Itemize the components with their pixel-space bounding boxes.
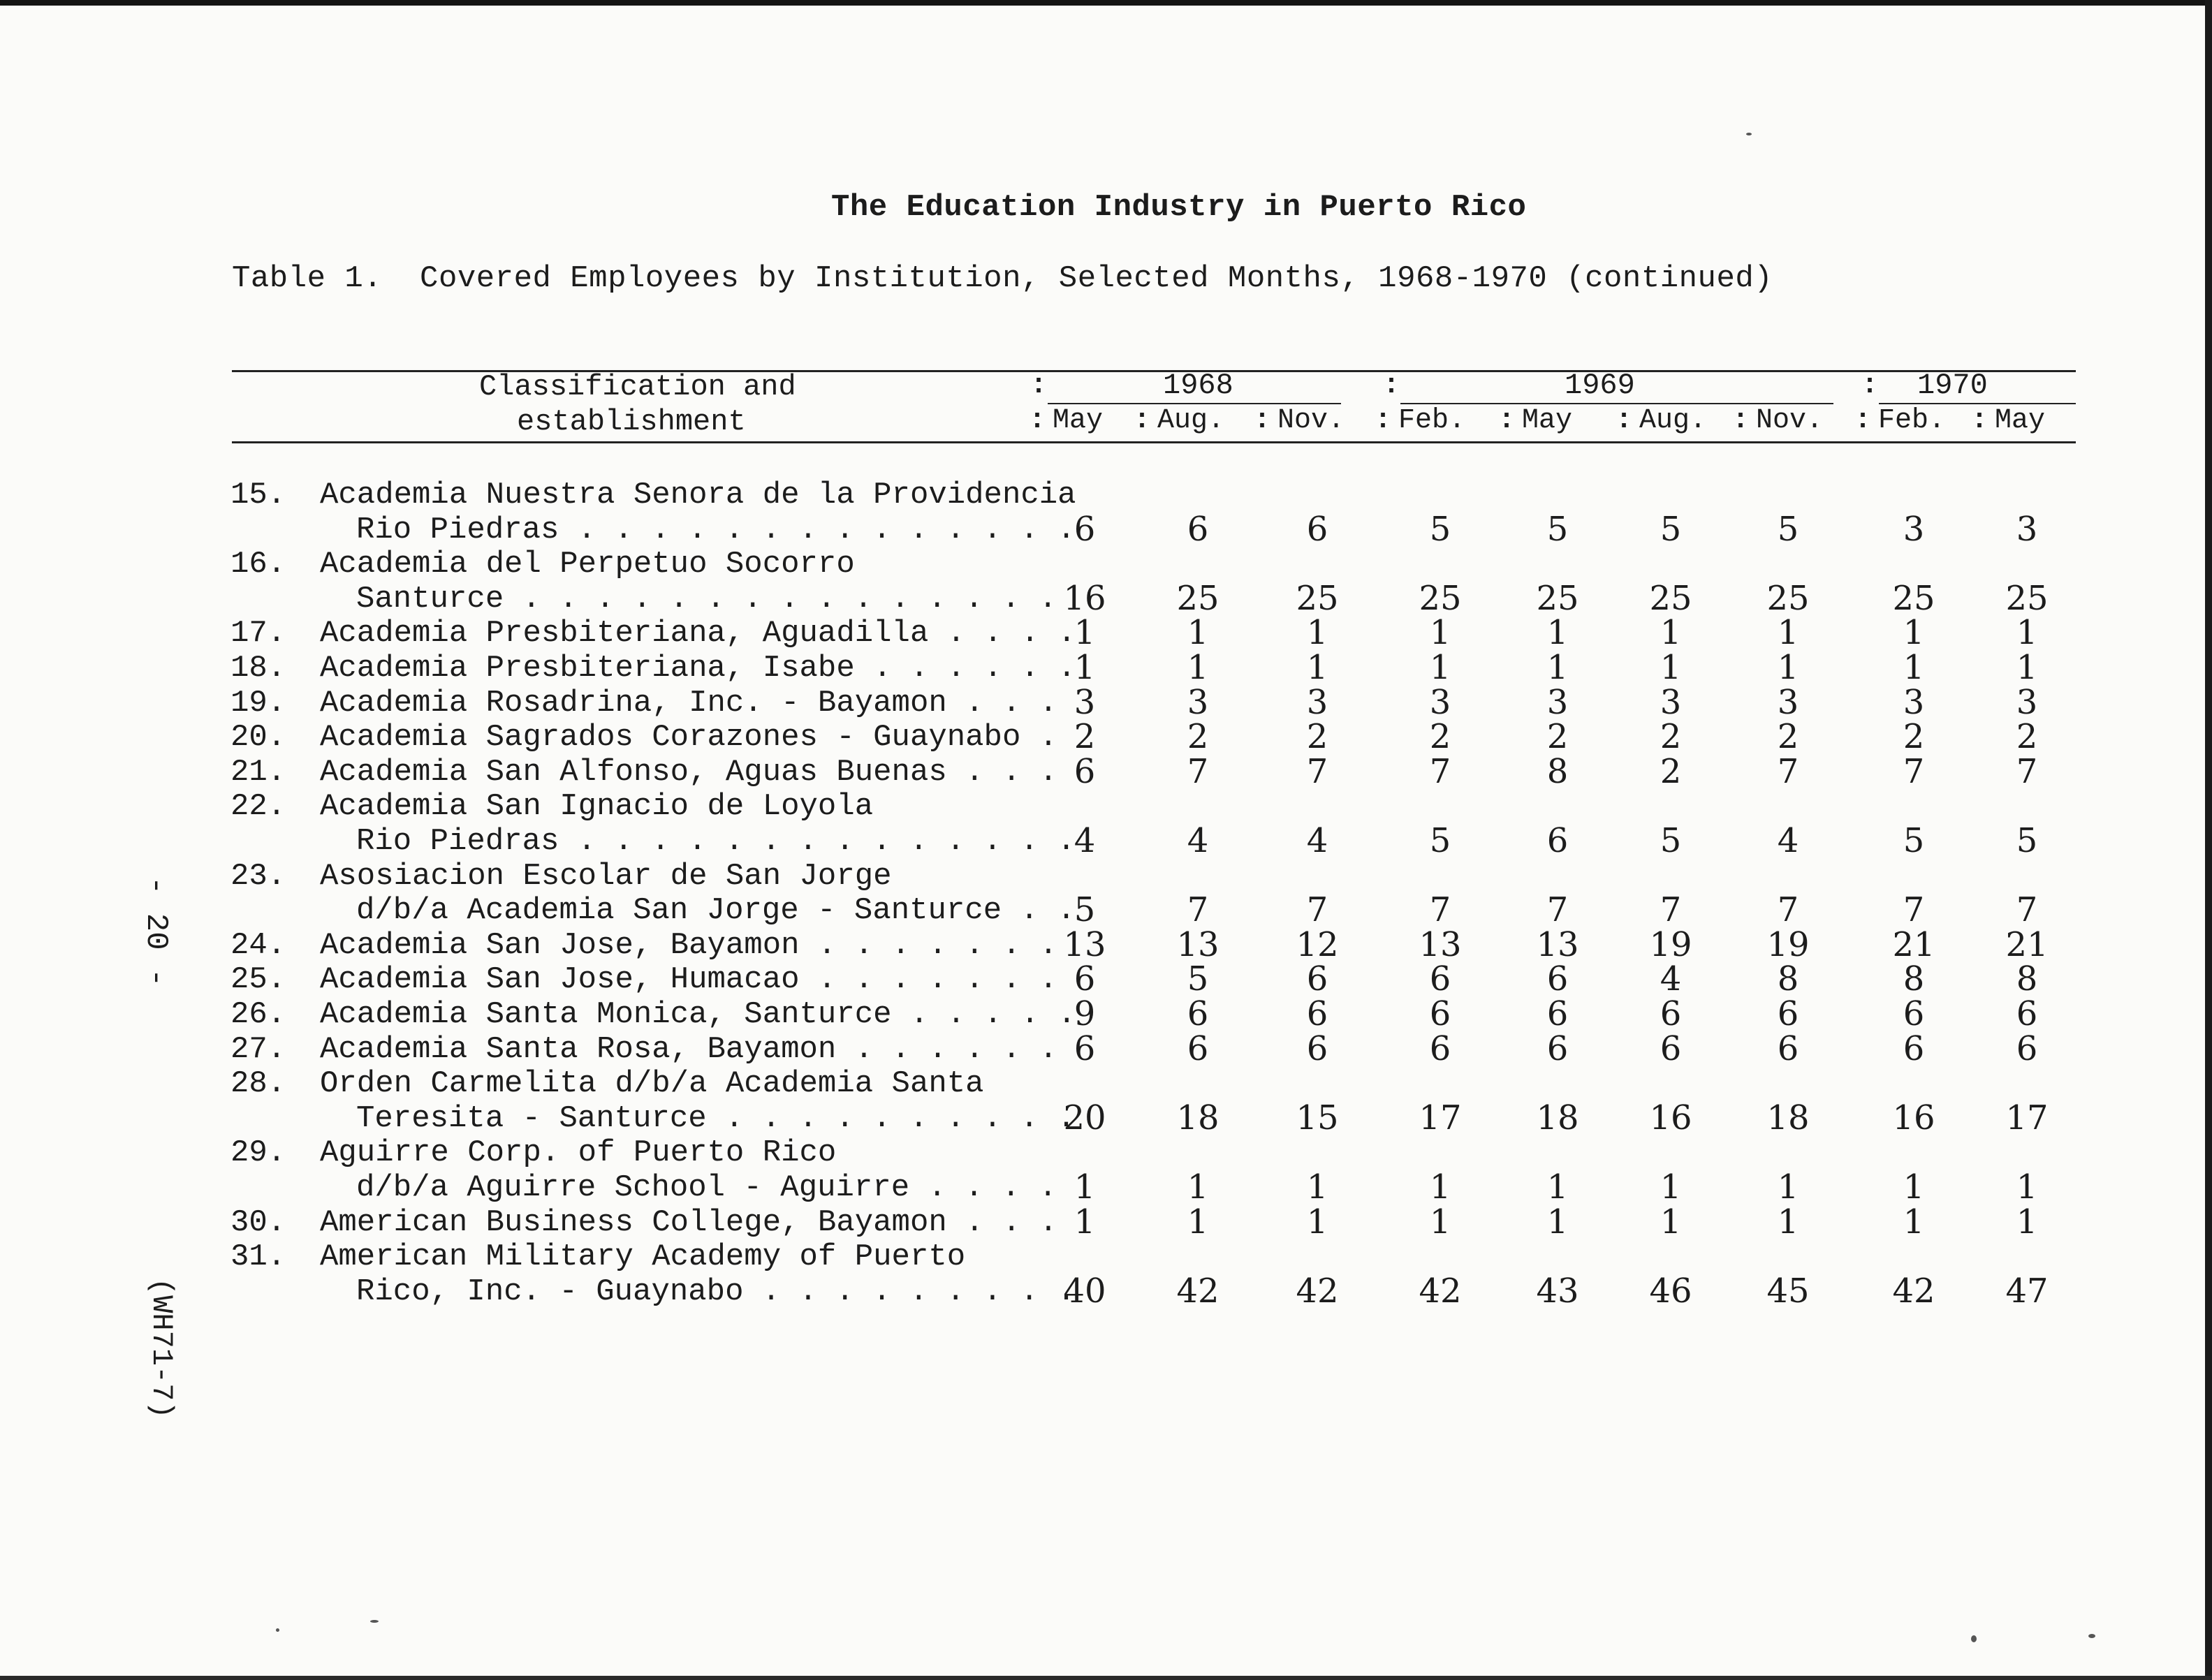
month-header-cell: Aug. <box>1639 405 1707 436</box>
employee-count-cell: 1 <box>1429 613 1451 653</box>
year-underline-1970 <box>1879 403 2076 404</box>
employee-count-cell: 1 <box>2016 1167 2038 1207</box>
row-number: 18. <box>230 651 286 686</box>
employee-count-cell: 1 <box>2016 648 2038 687</box>
employee-count-cell: 7 <box>2016 890 2038 930</box>
employee-count-cell: 7 <box>1903 890 1925 930</box>
employee-count-cell: 1 <box>1777 1167 1799 1207</box>
employee-count-cell: 1 <box>1074 1202 1096 1241</box>
employee-count-cell: 3 <box>1306 682 1328 722</box>
establishment-location: Rio Piedras . . . . . . . . . . . . . . <box>356 512 1076 547</box>
month-header-cell: Nov. <box>1756 405 1824 436</box>
employee-count-cell: 7 <box>1903 751 1925 791</box>
employee-count-cell: 42 <box>1892 1271 1935 1311</box>
employee-count-cell: 1 <box>1546 613 1569 653</box>
employee-count-cell: 43 <box>1536 1271 1579 1311</box>
employee-count-cell: 1 <box>1187 1202 1209 1241</box>
employee-count-cell: 13 <box>1176 924 1219 964</box>
row-number: 23. <box>230 858 286 894</box>
employee-count-cell: 13 <box>1419 924 1462 964</box>
month-header-cell: Feb. <box>1878 405 1946 436</box>
employee-count-cell: 42 <box>1419 1271 1462 1311</box>
employee-count-cell: 2 <box>1306 717 1328 757</box>
employee-count-cell: 42 <box>1296 1271 1339 1311</box>
employee-count-cell: 3 <box>1903 682 1925 722</box>
employee-count-cell: 6 <box>1429 994 1451 1033</box>
row-number: 20. <box>230 720 286 756</box>
employee-count-cell: 3 <box>1777 682 1799 722</box>
document-title: The Education Industry in Puerto Rico <box>831 190 1527 225</box>
month-header-cell: May <box>1053 405 1104 436</box>
employee-count-cell: 1 <box>1187 613 1209 653</box>
employee-count-cell: 4 <box>1660 959 1682 999</box>
month-separator: : <box>1732 405 1750 436</box>
establishment-name: Academia Rosadrina, Inc. - Bayamon . . . <box>320 685 1058 721</box>
employee-count-cell: 6 <box>1187 1029 1209 1068</box>
employee-count-cell: 6 <box>1429 959 1451 999</box>
month-header-cell: Aug. <box>1157 405 1225 436</box>
year-separator: : <box>1383 370 1400 401</box>
employee-count-cell: 4 <box>1074 821 1096 860</box>
establishment-location: Rico, Inc. - Guaynabo . . . . . . . . . <box>356 1274 1076 1309</box>
employee-count-cell: 16 <box>1649 1098 1692 1137</box>
employee-count-cell: 1 <box>1074 648 1096 687</box>
employee-count-cell: 5 <box>1777 509 1799 549</box>
employee-count-cell: 7 <box>1187 751 1209 791</box>
employee-count-cell: 5 <box>1429 821 1451 860</box>
employee-count-cell: 7 <box>1429 890 1451 930</box>
employee-count-cell: 5 <box>2016 821 2038 860</box>
employee-count-cell: 5 <box>1660 509 1682 549</box>
classification-header: Classification and <box>479 370 796 404</box>
employee-count-cell: 2 <box>1187 717 1209 757</box>
employee-count-cell: 1 <box>1660 1167 1682 1207</box>
employee-count-cell: 1 <box>1546 648 1569 687</box>
side-reference-code: (WH71-7) <box>145 1278 178 1419</box>
employee-count-cell: 5 <box>1660 821 1682 860</box>
month-separator: : <box>1254 405 1271 436</box>
employee-count-cell: 1 <box>1187 648 1209 687</box>
employee-count-cell: 4 <box>1187 821 1209 860</box>
employee-count-cell: 8 <box>2016 959 2038 999</box>
employee-count-cell: 5 <box>1903 821 1925 860</box>
row-number: 31. <box>230 1239 286 1275</box>
employee-count-cell: 7 <box>1429 751 1451 791</box>
employee-count-cell: 20 <box>1063 1098 1106 1137</box>
employee-count-cell: 1 <box>1777 648 1799 687</box>
employee-count-cell: 25 <box>1536 578 1579 618</box>
month-separator: : <box>1854 405 1872 436</box>
employee-count-cell: 12 <box>1296 924 1339 964</box>
employee-count-cell: 6 <box>1074 1029 1096 1068</box>
employee-count-cell: 3 <box>1187 682 1209 722</box>
month-header-cell: Feb. <box>1398 405 1466 436</box>
employee-count-cell: 8 <box>1777 959 1799 999</box>
employee-count-cell: 1 <box>1903 1202 1925 1241</box>
establishment-name: American Military Academy of Puerto <box>320 1239 966 1275</box>
establishment-name: Asosiacion Escolar de San Jorge <box>320 858 892 894</box>
employee-count-cell: 19 <box>1766 924 1810 964</box>
employee-count-cell: 3 <box>1074 682 1096 722</box>
employee-count-cell: 4 <box>1777 821 1799 860</box>
header-bottom-rule <box>232 441 2076 443</box>
scan-speck <box>370 1620 379 1623</box>
row-number: 30. <box>230 1204 286 1240</box>
employee-count-cell: 5 <box>1074 890 1096 930</box>
row-number: 28. <box>230 1066 286 1102</box>
scan-border-bottom <box>0 1676 2212 1680</box>
scan-border-right <box>2205 0 2212 1680</box>
employee-count-cell: 6 <box>1306 509 1328 549</box>
employee-count-cell: 42 <box>1176 1271 1219 1311</box>
establishment-location: Santurce . . . . . . . . . . . . . . . <box>356 581 1057 617</box>
employee-count-cell: 21 <box>1892 924 1935 964</box>
employee-count-cell: 7 <box>1546 890 1569 930</box>
employee-count-cell: 6 <box>1777 1029 1799 1068</box>
employee-count-cell: 6 <box>1903 994 1925 1033</box>
employee-count-cell: 3 <box>1429 682 1451 722</box>
employee-count-cell: 47 <box>2005 1271 2049 1311</box>
employee-count-cell: 6 <box>1306 1029 1328 1068</box>
establishment-name: Academia Sagrados Corazones - Guaynabo . <box>320 720 1058 756</box>
employee-count-cell: 2 <box>1660 717 1682 757</box>
row-number: 19. <box>230 685 286 721</box>
establishment-location: d/b/a Aguirre School - Aguirre . . . . <box>356 1170 1057 1205</box>
employee-count-cell: 3 <box>1660 682 1682 722</box>
employee-count-cell: 1 <box>1429 648 1451 687</box>
employee-count-cell: 5 <box>1546 509 1569 549</box>
row-number: 15. <box>230 478 286 513</box>
employee-count-cell: 7 <box>1660 890 1682 930</box>
year-separator: : <box>1030 370 1048 401</box>
employee-count-cell: 13 <box>1063 924 1106 964</box>
scan-speck <box>276 1628 279 1632</box>
row-number: 16. <box>230 547 286 582</box>
employee-count-cell: 2 <box>1074 717 1096 757</box>
establishment-name: Academia Nuestra Senora de la Providencia <box>320 478 1076 513</box>
scan-border-top <box>0 0 2212 6</box>
employee-count-cell: 16 <box>1063 578 1106 618</box>
employee-count-cell: 5 <box>1187 959 1209 999</box>
employee-count-cell: 6 <box>1660 1029 1682 1068</box>
employee-count-cell: 18 <box>1766 1098 1810 1137</box>
row-number: 26. <box>230 997 286 1032</box>
employee-count-cell: 2 <box>1429 717 1451 757</box>
employee-count-cell: 2 <box>2016 717 2038 757</box>
row-number: 27. <box>230 1031 286 1067</box>
employee-count-cell: 3 <box>2016 509 2038 549</box>
employee-count-cell: 1 <box>1306 1167 1328 1207</box>
row-number: 21. <box>230 754 286 790</box>
employee-count-cell: 6 <box>1187 509 1209 549</box>
employee-count-cell: 16 <box>1892 1098 1935 1137</box>
employee-count-cell: 2 <box>1660 751 1682 791</box>
scan-speck <box>1746 133 1752 135</box>
year-underline-1968 <box>1048 403 1341 404</box>
employee-count-cell: 6 <box>1074 509 1096 549</box>
employee-count-cell: 25 <box>1176 578 1219 618</box>
employee-count-cell: 6 <box>2016 1029 2038 1068</box>
establishment-name: Academia Presbiteriana, Aguadilla . . . . <box>320 616 1076 651</box>
employee-count-cell: 25 <box>1892 578 1935 618</box>
establishment-name: Academia San Alfonso, Aguas Buenas . . . <box>320 754 1058 790</box>
employee-count-cell: 7 <box>2016 751 2038 791</box>
employee-count-cell: 2 <box>1903 717 1925 757</box>
establishment-header: establishment <box>517 405 746 439</box>
employee-count-cell: 6 <box>1660 994 1682 1033</box>
employee-count-cell: 1 <box>1660 613 1682 653</box>
employee-count-cell: 6 <box>1546 821 1569 860</box>
establishment-name: Academia Santa Monica, Santurce . . . . . <box>320 997 1076 1032</box>
employee-count-cell: 17 <box>1419 1098 1462 1137</box>
employee-count-cell: 1 <box>1777 1202 1799 1241</box>
employee-count-cell: 1 <box>1660 1202 1682 1241</box>
employee-count-cell: 13 <box>1536 924 1579 964</box>
row-number: 24. <box>230 927 286 963</box>
employee-count-cell: 7 <box>1777 751 1799 791</box>
employee-count-cell: 3 <box>1903 509 1925 549</box>
scan-speck <box>2088 1634 2095 1638</box>
employee-count-cell: 1 <box>1546 1202 1569 1241</box>
year-1968: 1968 <box>1163 369 1233 402</box>
employee-count-cell: 9 <box>1074 994 1096 1033</box>
establishment-name: Academia San Jose, Bayamon . . . . . . . <box>320 927 1058 963</box>
employee-count-cell: 21 <box>2005 924 2049 964</box>
month-header-cell: May <box>1522 405 1573 436</box>
employee-count-cell: 6 <box>1074 959 1096 999</box>
establishment-name: American Business College, Bayamon . . . <box>320 1204 1058 1240</box>
employee-count-cell: 46 <box>1649 1271 1692 1311</box>
year-underline-1969 <box>1400 403 1833 404</box>
employee-count-cell: 6 <box>1074 751 1096 791</box>
year-1969: 1969 <box>1565 369 1635 402</box>
employee-count-cell: 4 <box>1306 821 1328 860</box>
employee-count-cell: 7 <box>1306 890 1328 930</box>
employee-count-cell: 7 <box>1187 890 1209 930</box>
employee-count-cell: 1 <box>1777 613 1799 653</box>
employee-count-cell: 18 <box>1176 1098 1219 1137</box>
employee-count-cell: 1 <box>1660 648 1682 687</box>
employee-count-cell: 25 <box>1766 578 1810 618</box>
employee-count-cell: 45 <box>1766 1271 1810 1311</box>
year-separator: : <box>1861 370 1879 401</box>
employee-count-cell: 1 <box>1903 613 1925 653</box>
employee-count-cell: 1 <box>1187 1167 1209 1207</box>
side-page-number: - 20 - <box>138 876 173 987</box>
employee-count-cell: 6 <box>2016 994 2038 1033</box>
month-header-cell: Nov. <box>1277 405 1345 436</box>
employee-count-cell: 40 <box>1063 1271 1106 1311</box>
employee-count-cell: 19 <box>1649 924 1692 964</box>
employee-count-cell: 25 <box>1649 578 1692 618</box>
employee-count-cell: 1 <box>1306 613 1328 653</box>
employee-count-cell: 1 <box>2016 613 2038 653</box>
employee-count-cell: 2 <box>1546 717 1569 757</box>
row-number: 25. <box>230 962 286 998</box>
row-number: 17. <box>230 616 286 651</box>
employee-count-cell: 1 <box>1074 613 1096 653</box>
scan-speck <box>1971 1635 1977 1642</box>
employee-count-cell: 1 <box>1903 1167 1925 1207</box>
establishment-name: Academia San Jose, Humacao . . . . . . . <box>320 962 1058 998</box>
employee-count-cell: 3 <box>2016 682 2038 722</box>
month-separator: : <box>1971 405 1988 436</box>
employee-count-cell: 1 <box>1306 1202 1328 1241</box>
employee-count-cell: 1 <box>1546 1167 1569 1207</box>
employee-count-cell: 7 <box>1777 890 1799 930</box>
employee-count-cell: 1 <box>1306 648 1328 687</box>
establishment-name: Academia Santa Rosa, Bayamon . . . . . . <box>320 1031 1058 1067</box>
employee-count-cell: 6 <box>1777 994 1799 1033</box>
establishment-location: Rio Piedras . . . . . . . . . . . . . . <box>356 824 1076 859</box>
establishment-name: Orden Carmelita d/b/a Academia Santa <box>320 1066 984 1102</box>
employee-count-cell: 2 <box>1777 717 1799 757</box>
employee-count-cell: 6 <box>1187 994 1209 1033</box>
month-separator: : <box>1616 405 1633 436</box>
establishment-name: Academia del Perpetuo Socorro <box>320 547 855 582</box>
employee-count-cell: 1 <box>1903 648 1925 687</box>
month-separator: : <box>1029 405 1046 436</box>
month-separator: : <box>1134 405 1151 436</box>
employee-count-cell: 18 <box>1536 1098 1579 1137</box>
employee-count-cell: 6 <box>1546 1029 1569 1068</box>
employee-count-cell: 6 <box>1546 959 1569 999</box>
employee-count-cell: 17 <box>2005 1098 2049 1137</box>
employee-count-cell: 6 <box>1306 994 1328 1033</box>
employee-count-cell: 1 <box>1429 1202 1451 1241</box>
establishment-name: Academia San Ignacio de Loyola <box>320 789 874 825</box>
employee-count-cell: 25 <box>1419 578 1462 618</box>
employee-count-cell: 5 <box>1429 509 1451 549</box>
employee-count-cell: 6 <box>1546 994 1569 1033</box>
employee-count-cell: 8 <box>1546 751 1569 791</box>
employee-count-cell: 25 <box>2005 578 2049 618</box>
employee-count-cell: 1 <box>1074 1167 1096 1207</box>
establishment-location: Teresita - Santurce . . . . . . . . . . <box>356 1100 1076 1136</box>
employee-count-cell: 1 <box>1429 1167 1451 1207</box>
month-separator: : <box>1375 405 1392 436</box>
employee-count-cell: 6 <box>1903 1029 1925 1068</box>
month-separator: : <box>1498 405 1516 436</box>
employee-count-cell: 1 <box>2016 1202 2038 1241</box>
employee-count-cell: 6 <box>1306 959 1328 999</box>
table-caption: Table 1. Covered Employees by Institution, Selected Months, 1968-1970 (continued) <box>232 261 1773 296</box>
employee-count-cell: 8 <box>1903 959 1925 999</box>
establishment-name: Academia Presbiteriana, Isabe . . . . . . <box>320 651 1076 686</box>
employee-count-cell: 15 <box>1296 1098 1339 1137</box>
employee-count-cell: 7 <box>1306 751 1328 791</box>
row-number: 29. <box>230 1135 286 1171</box>
establishment-name: Aguirre Corp. of Puerto Rico <box>320 1135 837 1171</box>
employee-count-cell: 3 <box>1546 682 1569 722</box>
row-number: 22. <box>230 789 286 825</box>
establishment-location: d/b/a Academia San Jorge - Santurce . . <box>356 893 1076 929</box>
employee-count-cell: 25 <box>1296 578 1339 618</box>
month-header-cell: May <box>1995 405 2046 436</box>
employee-count-cell: 6 <box>1429 1029 1451 1068</box>
year-1970: 1970 <box>1917 369 1988 402</box>
